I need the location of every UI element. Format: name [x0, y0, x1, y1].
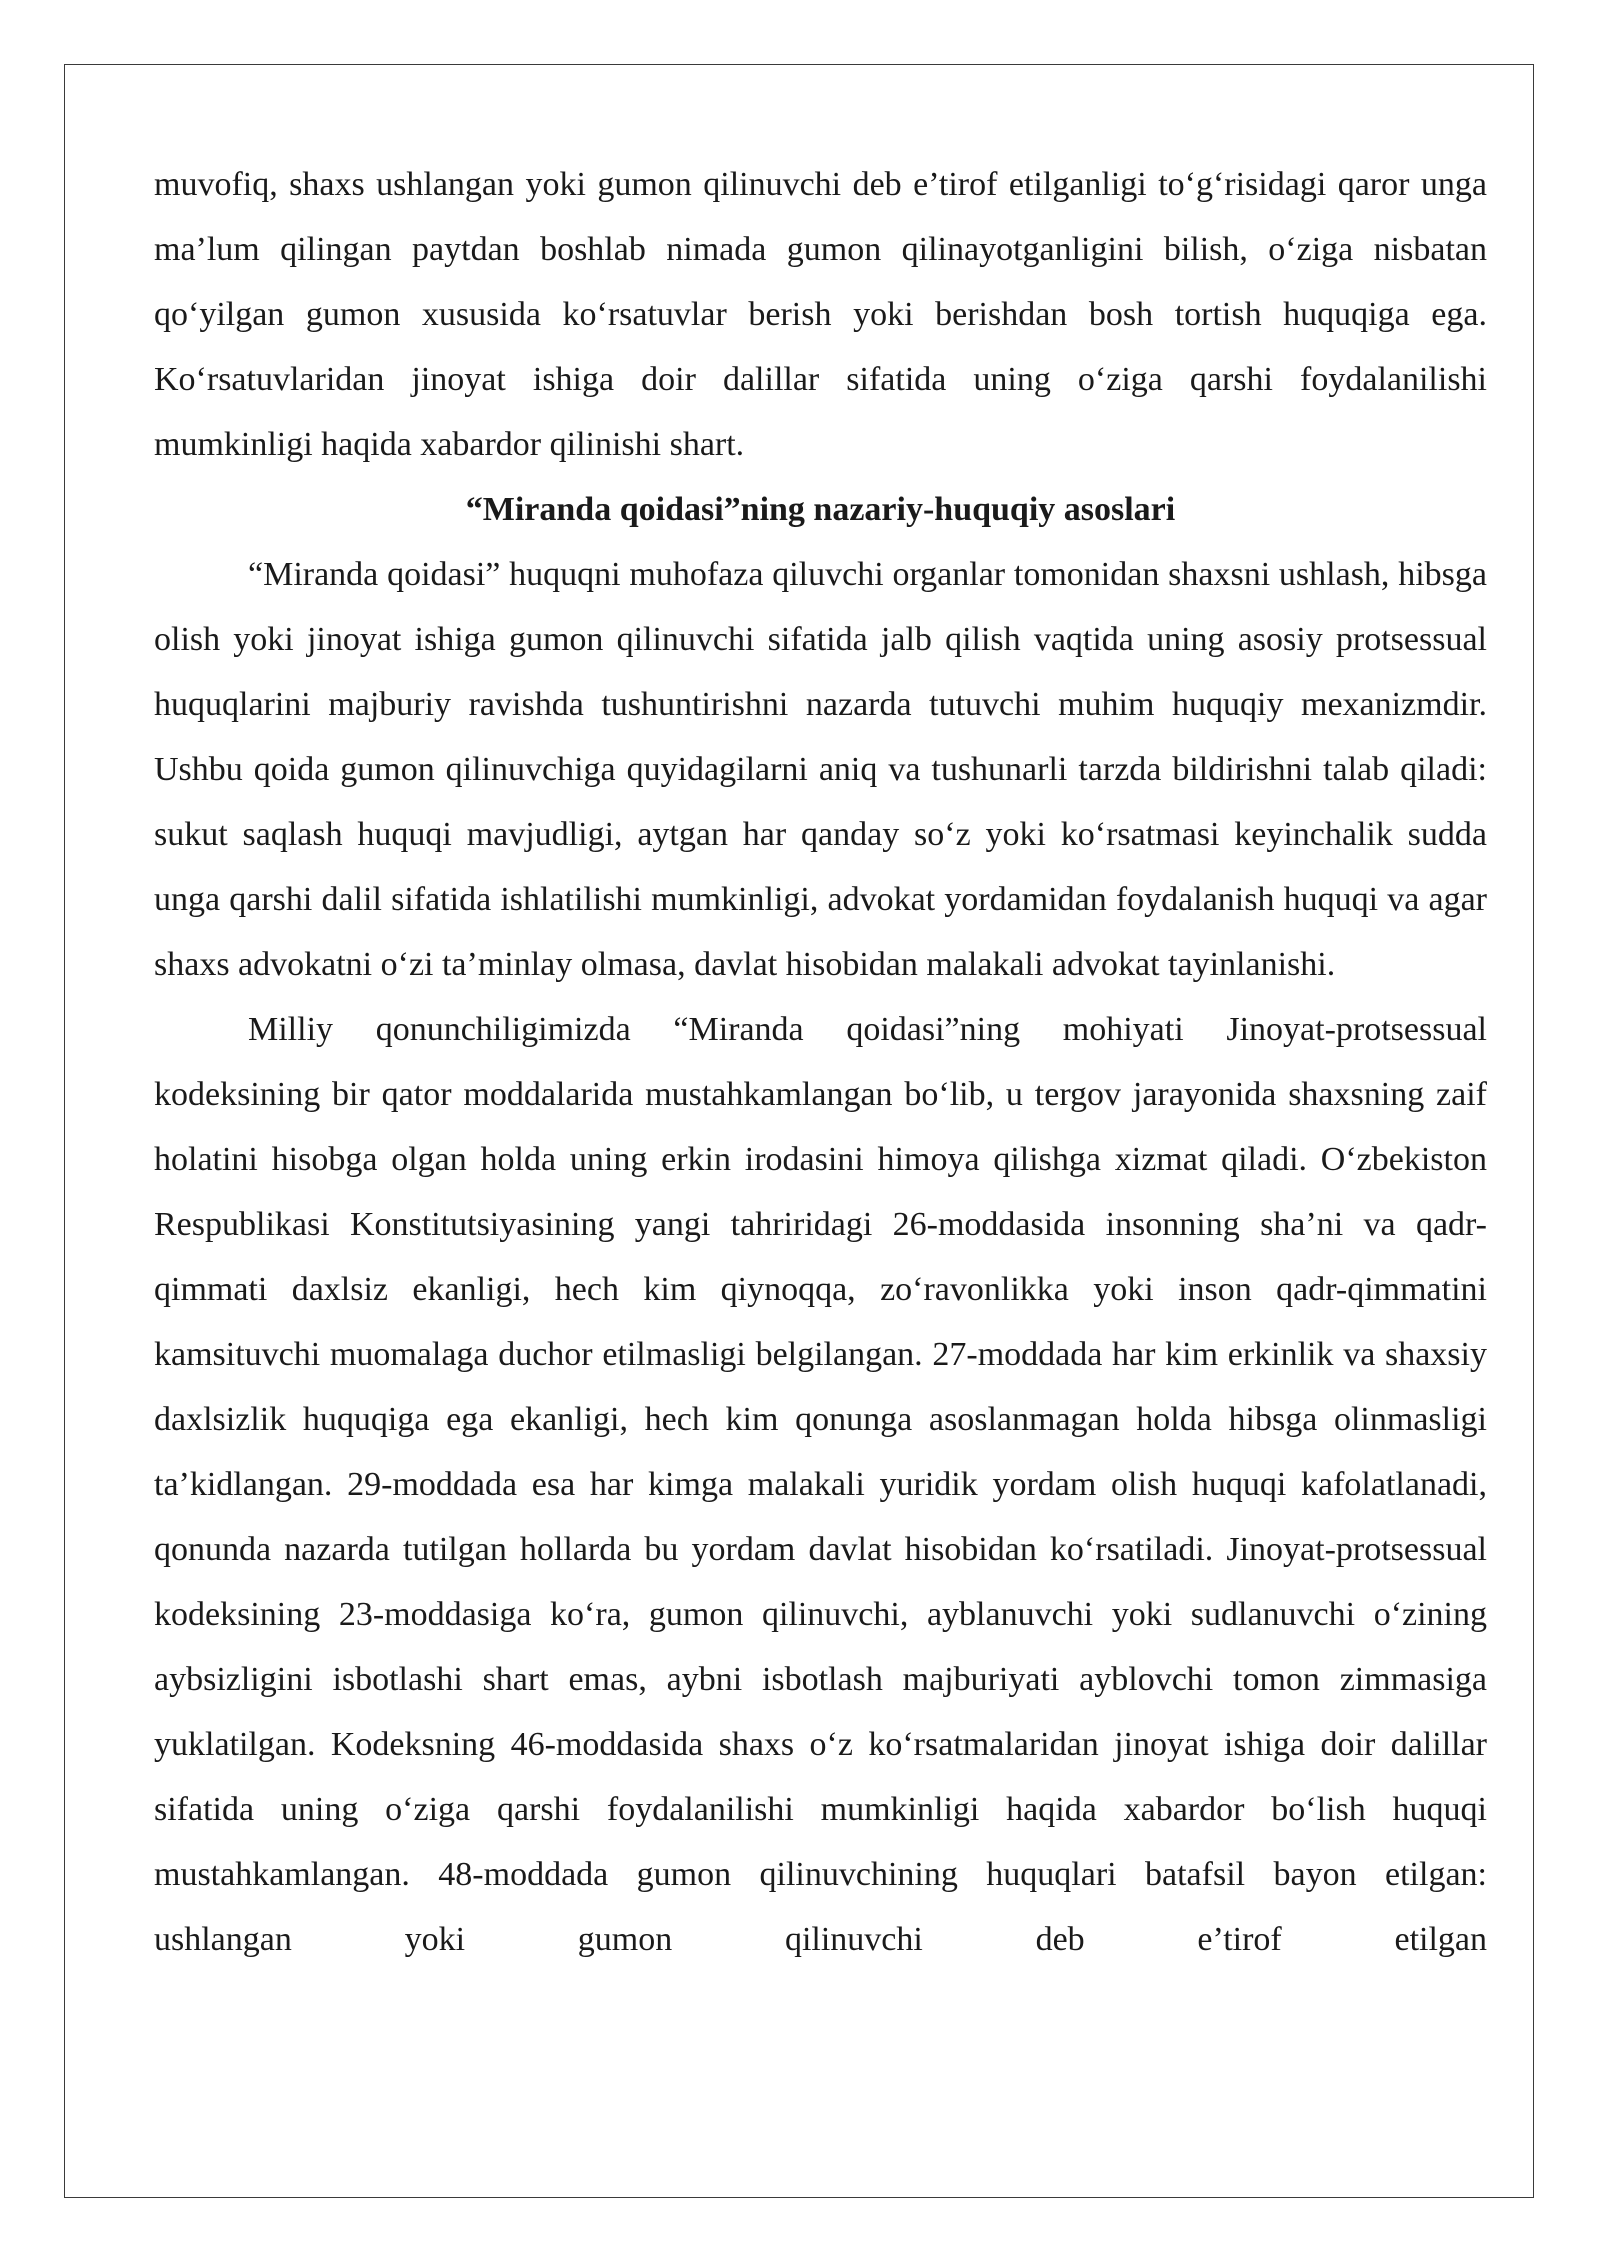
paragraph-continuation: muvofiq, shaxs ushlangan yoki gumon qilinuvchi deb e’tirof etilganligi to‘g‘risidagi qaror unga ma’lum qilingan paytdan boshlab nimada gumon qilinayotganligini bilish, o‘ziga nisbatan qo‘yilgan gumon xususida ko‘rsatuvlar berish yoki berishdan bosh tortish huquqiga ega. Ko‘rsatuvlaridan jinoyat ishiga doir dalillar sifatida uning o‘ziga qarshi foydalanilishi mumkinligi haqida xabardor qilinishi shart.	[154, 166, 1487, 463]
paragraph-miranda-definition: “Miranda qoidasi” huquqni muhofaza qiluvchi organlar tomonidan shaxsni ushlash, hibsga olish yoki jinoyat ishiga gumon qilinuvchi sifatida jalb qilish vaqtida uning asosiy protsessual huquqlarini majburiy ravishda tushuntirishni nazarda tutuvchi muhim huquqiy mexanizmdir. Ushbu qoida gumon qilinuvchiga quyidagilarni aniq va tushunarli tarzda bildirishni talab qiladi: sukut saqlash huquqi mavjudligi, aytgan har qanday so‘z yoki ko‘rsatmasi keyinchalik sudda unga qarshi dalil sifatida ishlatilishi mumkinligi, advokat yordamidan foydalanish huquqi va agar shaxs advokatni o‘zi ta’minlay olmasa, davlat hisobidan malakali advokat tayinlanishi.	[154, 556, 1487, 983]
paragraph-national-legislation: Milliy qonunchiligimizda “Miranda qoidasi”ning mohiyati Jinoyat-protsessual kodeksining bir qator moddalarida mustahkamlangan bo‘lib, u tergov jarayonida shaxsning zaif holatini hisobga olgan holda uning erkin irodasini himoya qilishga xizmat qiladi. O‘zbekiston Respublikasi Konstitutsiyasining yangi tahriridagi 26-moddasida insonning sha’ni va qadr-qimmati daxlsiz ekanligi, hech kim qiynoqqa, zo‘ravonlikka yoki inson qadr-qimmatini kamsituvchi muomalaga duchor etilmasligi belgilangan. 27-moddada har kim erkinlik va shaxsiy daxlsizlik huquqiga ega ekanligi, hech kim qonunga asoslanmagan holda hibsga olinmasligi ta’kidlangan. 29-moddada esa har kimga malakali yuridik yordam olish huquqi kafolatlanadi, qonunda nazarda tutilgan hollarda bu yordam davlat hisobidan ko‘rsatiladi. Jinoyat-protsessual kodeksining 23-moddasiga ko‘ra, gumon qilinuvchi, ayblanuvchi yoki sudlanuvchi o‘zining aybsizligini isbotlashi shart emas, aybni isbotlash majburiyati ayblovchi tomon zimmasiga yuklatilgan. Kodeksning 46-moddasida shaxs o‘z ko‘rsatmalaridan jinoyat ishiga doir dalillar sifatida uning o‘ziga qarshi foydalanilishi mumkinligi haqida xabardor bo‘lish huquqi mustahkamlangan. 48-moddada gumon qilinuvchining huquqlari batafsil bayon etilgan: ushlangan yoki gumon qilinuvchi deb e’tirof etilgan	[154, 1011, 1487, 1958]
document-body	[154, 152, 1487, 1972]
section-heading: “Miranda qoidasi”ning nazariy-huquqiy asoslari	[465, 491, 1176, 528]
